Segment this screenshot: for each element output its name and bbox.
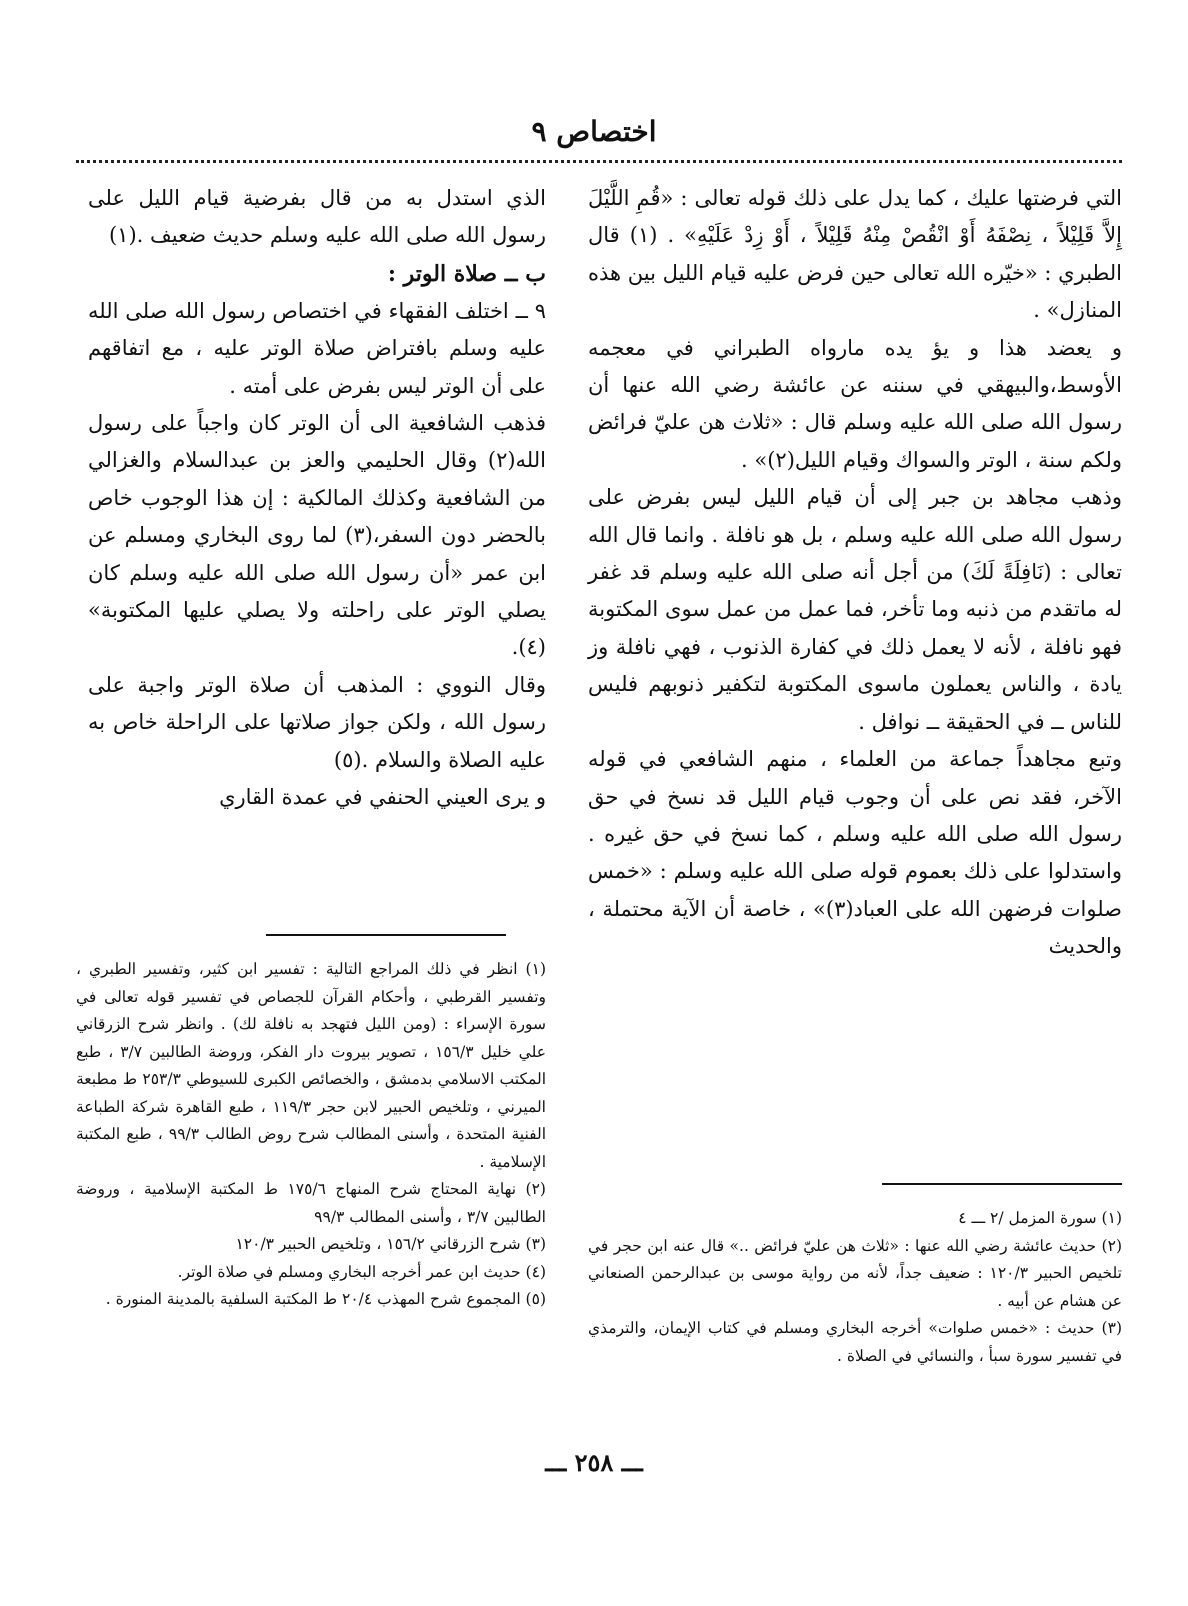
left-paragraph-3: وقال النووي : المذهب أن صلاة الوتر واجبة على رسول الله ، ولكن جواز صلاتها على الراحلة خاص به عليه الصلاة والسلام .(٥) <box>88 672 546 772</box>
right-footnote-3: (٣) حديث : «خمس صلوات» أخرجه البخاري ومسلم في كتاب الإيمان، والترمذي في تفسير سورة سبأ ، والنسائي في الصلاة . <box>588 1319 1122 1365</box>
right-footnote-divider <box>882 1183 1122 1185</box>
right-paragraph-1: التي فرضتها عليك ، كما يدل على ذلك قوله تعالى : «قُمِ اللَّيْلَ إِلاَّ قَلِيْلاً ، نِصْفَهُ أَوْ انْقُصْ مِنْهُ قَلِيْلاً ، أَوْ زِدْ عَلَيْهِ» . (١) قال الطبري : «خيّره الله تعالى حين فرض عليه قيام الليل بين هذه المنازل» . <box>588 186 1122 323</box>
left-intro: الذي استدل به من قال بفرضية قيام الليل على رسول الله صلى الله عليه وسلم حديث ضعيف .(١) <box>88 186 546 248</box>
left-paragraph-1: ٩ ــ اختلف الفقهاء في اختصاص رسول الله صلى الله عليه وسلم بافتراض صلاة الوتر عليه ، مع اتفاقهم على أن الوتر ليس بفرض على أمته . <box>88 298 546 398</box>
section-heading: ب ــ صلاة الوتر : <box>387 260 546 287</box>
left-footnote-3: (٣) شرح الزرقاني ١٥٦/٢ ، وتلخيص الحبير ١٢٠/٣ <box>235 1235 546 1253</box>
left-column <box>88 180 546 817</box>
left-footnote-divider <box>266 934 506 936</box>
right-footnotes <box>588 1205 1122 1370</box>
left-paragraph-2: فذهب الشافعية الى أن الوتر كان واجباً على رسول الله(٢) وقال الحليمي والعز بن عبدالسلام والغزالي من الشافعية وكذلك المالكية : إن هذا الوجوب خاص بالحضر دون السفر،(٣) لما روى البخاري ومسلم عن ابن عمر «أن رسول الله صلى الله عليه وسلم كان يصلي الوتر على راحلته ولا يصلي عليها المكتوبة» (٤). <box>88 411 546 660</box>
right-paragraph-4: وتبع مجاهداً جماعة من العلماء ، منهم الشافعي في قوله الآخر، فقد نص على أن وجوب قيام الليل قد نسخ في حق رسول الله صلى الله عليه وسلم ، كما نسخ في حق غيره . واستدلوا على ذلك بعموم قوله صلى الله عليه وسلم : «خمس صلوات فرضهن الله على العباد(٣)» ، خاصة أن الآية محتملة ، والحديث <box>588 747 1122 959</box>
page-number: ـــ ٢٥٨ ـــ <box>545 1448 643 1477</box>
right-paragraph-3: وذهب مجاهد بن جبر إلى أن قيام الليل ليس بفرض على رسول الله صلى الله عليه وسلم ، بل هو نافلة . وانما قال الله تعالى : (نَافِلَةً لَكَ) من أجل أنه صلى الله عليه وسلم قد غفر له ماتقدم من ذنبه وما تأخر، فما عمل من عمل سوى المكتوبة فهو نافلة ، لأنه لا يعمل ذلك في كفارة الذنوب ، فهي نافلة وز يادة ، والناس يعملون ماسوى المكتوبة لتكفير ذنوبهم فليس للناس ــ في الحقيقة ــ نوافل . <box>588 485 1122 734</box>
header-dotted-rule <box>76 160 1122 163</box>
page-title: اختصاص ٩ <box>531 115 657 148</box>
left-footnote-1: (١) انظر في ذلك المراجع التالية : تفسير ابن كثير، وتفسير الطبري ، وتفسير القرطبي ، وأحكام القرآن للجصاص في تفسير قوله تعالى في سورة الإسراء : (ومن الليل فتهجد به نافلة لك) . وانظر شرح الزرقاني علي خليل ١٥٦/٣ ، تصوير بيروت دار الفكر، وروضة الطالبين ٣/٧ ، طبع المكتب الاسلامي بدمشق ، والخصائص الكبرى للسيوطي ٢٥٣/٣ ط مطبعة الميرني ، وتلخيص الحبير لابن حجر ١١٩/٣ ، طبع القاهرة شركة الطباعة الفنية المتحدة ، وأسنى المطالب شرح روض الطالب ٩٩/٣ ، طبع المكتبة الإسلامية . <box>76 960 547 1171</box>
left-footnotes <box>76 956 546 1314</box>
right-footnote-2: (٢) حديث عائشة رضي الله عنها : «ثلاث هن عليّ فرائض ..» قال عنه ابن حجر في تلخيص الحبير ١٢٠/٣ : ضعيف جداً، لأنه من رواية موسى بن عبدالرحمن الصنعاني عن هشام عن أبيه . <box>588 1236 1122 1310</box>
right-footnote-1: (١) سورة المزمل /٢ ـــ ٤ <box>958 1209 1122 1227</box>
right-column <box>588 180 1122 966</box>
left-footnote-5: (٥) المجموع شرح المهذب ٢٠/٤ ط المكتبة السلفية بالمدينة المنورة . <box>105 1290 546 1308</box>
left-footnote-4: (٤) حديث ابن عمر أخرجه البخاري ومسلم في صلاة الوتر. <box>177 1262 546 1281</box>
left-footnote-2: (٢) نهاية المحتاج شرح المنهاج ١٧٥/٦ ط المكتبة الإسلامية ، وروضة الطالبين ٣/٧ ، وأسنى المطالب ٩٩/٣ <box>76 1180 546 1226</box>
right-paragraph-2: و يعضد هذا و يؤ يده مارواه الطبراني في معجمه الأوسط،والبيهقي في سننه عن عائشة رضي الله عنها أن رسول الله صلى الله عليه وسلم قال : «ثلاث هن عليّ فرائض ولكم سنة ، الوتر والسواك وقيام الليل(٢)» . <box>588 335 1122 472</box>
left-paragraph-4: و يرى العيني الحنفي في عمدة القاري <box>219 785 546 810</box>
